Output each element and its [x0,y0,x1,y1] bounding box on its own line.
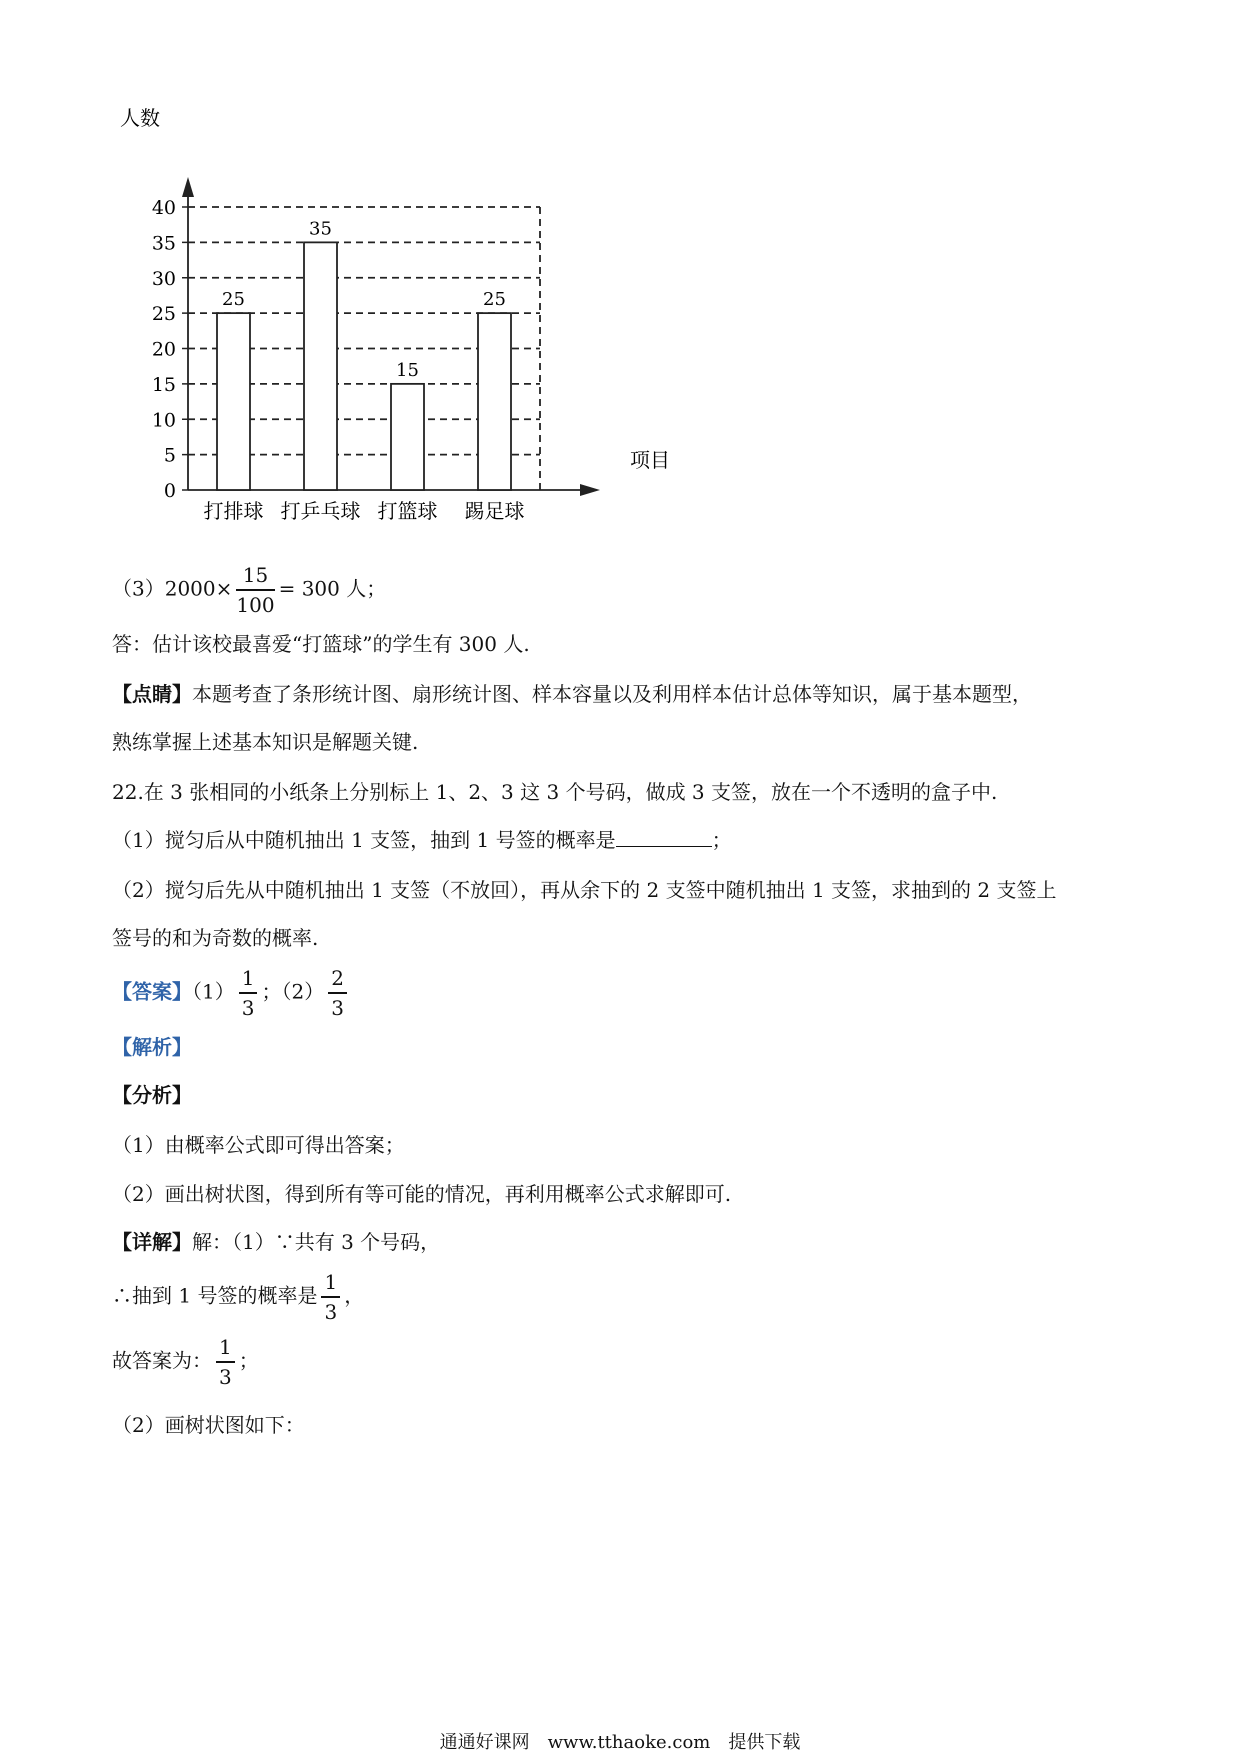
fraction-one-third [216,1337,235,1387]
part3-calculation [112,565,386,615]
bar-value-label: 25 [483,289,506,311]
answer-conclusion: 答：估计该校最喜爱“打篮球”的学生有 300 人. [112,632,530,656]
y-axis-label: 人数 [120,106,160,130]
y-tick-label: 10 [151,409,176,432]
y-tick-label: 15 [151,373,176,396]
detail-line-1 [112,1228,440,1256]
q22-part1-text: （1）搅匀后从中随机抽出 1 支签，抽到 1 号签的概率是 [112,828,616,852]
y-tick-label: 0 [163,480,176,502]
q22-part1-end: ； [711,828,732,852]
y-tick-label: 30 [151,267,176,290]
fraction-numerator: 1 [239,968,258,994]
dianjing-text: 本题考查了条形统计图、扇形统计图、样本容量以及利用样本估计总体等知识，属于基本题型， [192,682,1032,706]
bar [304,242,337,490]
bar-chart [110,105,710,545]
fraction-two-thirds [328,968,347,1018]
answer-separator: ；（2） [261,979,325,1004]
detail-text-1: 解：（1）∵共有 3 个号码， [192,1230,441,1254]
detail-text-2: ∴抽到 1 号签的概率是 [112,1283,318,1308]
x-axis-arrow [580,484,600,496]
question-22-part2-line1: （2）搅匀后先从中随机抽出 1 支签（不放回），再从余下的 2 支签中随机抽出 1 支签，求抽到的 2 支签上 [112,878,1057,902]
part3-suffix: = 300 人； [278,576,387,601]
bar-value-label: 35 [309,218,332,240]
fraction-numerator: 1 [321,1272,340,1298]
detail-line-3 [112,1337,259,1387]
y-axis-arrow [182,177,194,197]
part3-prefix: （3）2000× [112,576,233,601]
bar [478,313,511,490]
fraction-numerator: 2 [328,968,347,994]
detail-text-2-end: ， [344,1283,365,1308]
fraction-denominator: 100 [236,593,275,617]
x-category-label: 踢足球 [464,499,525,523]
bar-chart-svg [110,105,710,545]
y-tick-label: 40 [151,197,176,219]
detail-tag: 【详解】 [112,1230,192,1254]
x-category-label: 打排球 [203,499,264,523]
dianjing-tag: 【点睛】 [112,682,192,706]
bar [391,384,424,490]
analysis-line-2: （2）画出树状图，得到所有等可能的情况，再利用概率公式求解即可. [112,1182,732,1206]
fraction-one-third [239,968,258,1018]
detail-text-3: 故答案为： [112,1348,212,1373]
question-22-part1 [112,826,732,854]
bar-value-label: 25 [222,289,245,311]
x-category-label: 打篮球 [377,499,438,523]
fraction-numerator: 15 [236,565,274,591]
fraction-one-third [321,1272,340,1322]
jiexi-heading: 【解析】 [112,1035,192,1059]
y-tick-label: 25 [151,303,176,326]
fraction-denominator: 3 [219,1365,232,1389]
x-axis-label: 项目 [630,448,670,472]
fenxi-heading: 【分析】 [112,1083,192,1107]
detail-text-3-end: ； [238,1348,259,1373]
fraction-15-over-100 [236,565,274,615]
detail-line-2 [112,1272,364,1322]
detail-line-4: （2）画树状图如下： [112,1413,305,1437]
analysis-line-1: （1）由概率公式即可得出答案； [112,1133,405,1157]
x-category-label: 打乒乓球 [280,499,361,523]
fraction-denominator: 3 [324,1300,338,1324]
page-footer: 通通好课网 www.tthaoke.com 提供下载 [439,1732,801,1753]
question-22-part2-line2: 签号的和为奇数的概率. [112,926,319,950]
fraction-denominator: 3 [331,996,344,1020]
bar-value-label: 15 [396,359,419,381]
y-tick-label: 5 [163,444,176,467]
y-tick-label: 35 [151,232,176,255]
bar [217,313,250,490]
answer-tag: 【答案】 [112,979,192,1004]
answer-line [112,968,351,1018]
fraction-denominator: 3 [241,996,255,1020]
y-tick-label: 20 [151,338,176,361]
answer-part1-label: （1） [192,979,235,1004]
dianjing-line-2: 熟练掌握上述基本知识是解题关键. [112,730,419,754]
answer-blank [616,826,712,847]
dianjing-line-1 [112,680,1032,708]
question-22: 22.在 3 张相同的小纸条上分别标上 1、2、3 这 3 个号码，做成 3 支签，放在一个不透明的盒子中. [112,780,998,804]
fraction-numerator: 1 [216,1337,235,1363]
